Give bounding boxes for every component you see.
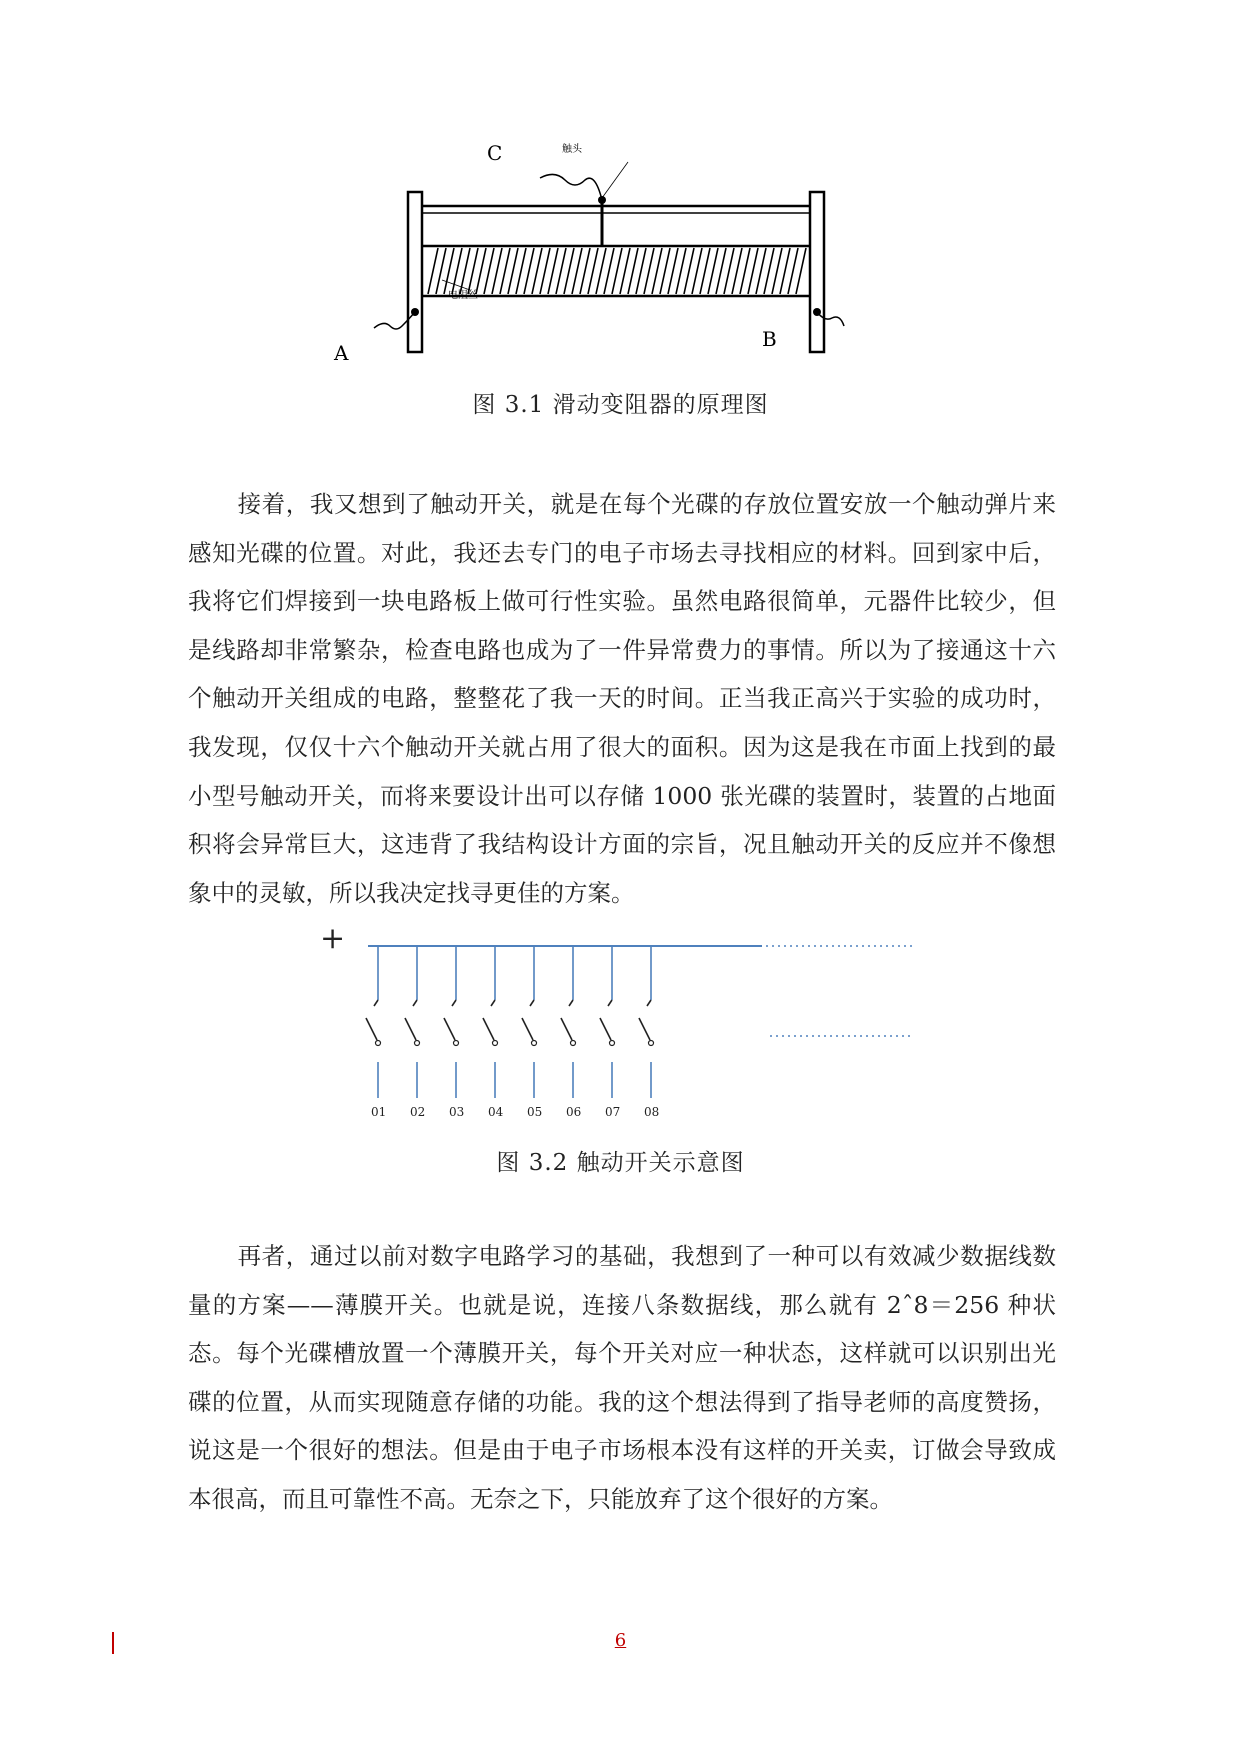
switch-group bbox=[366, 946, 654, 1098]
coil-winding bbox=[444, 248, 454, 294]
switch-label: 02 bbox=[410, 1105, 426, 1119]
coil-winding bbox=[588, 248, 598, 294]
switch-label: 01 bbox=[371, 1105, 387, 1119]
switch-label-group bbox=[371, 1105, 659, 1119]
touch-switch bbox=[639, 946, 654, 1098]
coil-winding bbox=[764, 248, 774, 294]
coil-winding bbox=[708, 248, 718, 294]
coil-winding bbox=[692, 248, 702, 294]
coil-winding bbox=[684, 248, 694, 294]
switch-label: 07 bbox=[605, 1105, 621, 1119]
switch-label: 03 bbox=[449, 1105, 465, 1119]
coil-winding bbox=[428, 248, 438, 294]
coil-winding bbox=[628, 248, 638, 294]
coil-winding bbox=[636, 248, 646, 294]
plus-label: + bbox=[320, 921, 346, 956]
label-b: B bbox=[762, 327, 777, 351]
coil-winding bbox=[756, 248, 766, 294]
coil-winding bbox=[556, 248, 566, 294]
wire-label: 电阻丝 bbox=[448, 290, 478, 301]
touch-switch bbox=[366, 946, 381, 1098]
coil-winding bbox=[508, 248, 518, 294]
touch-switch bbox=[483, 946, 498, 1098]
coil-winding bbox=[564, 248, 574, 294]
figure1-caption: 图 3.1 滑动变阻器的原理图 bbox=[472, 392, 769, 418]
resistance-wire-coil bbox=[428, 248, 806, 294]
coil-winding bbox=[652, 248, 662, 294]
switch-label: 08 bbox=[644, 1105, 660, 1119]
coil-winding bbox=[716, 248, 726, 294]
paragraph-2-text: 再者，通过以前对数字电路学习的基础，我想到了一种可以有效减少数据线数量的方案——薄膜开关。也就是说，连接八条数据线，那么就有 2ˆ8＝256 种状态。每个光碟槽放置一个薄膜开关，每个开关对应一种状态，这样就可以识别出光碟的位置，从而实现随意存储的功能。我的这个想法得到了指导老师的高度赞扬，说这是一个很好的想法。但是由于电子市场根本没有这样的开关卖，订做会导致成本很高，而且可靠性不高。无奈之下，只能放弃了这个很好的方案。 bbox=[188, 1242, 1056, 1513]
coil-winding bbox=[780, 248, 790, 294]
coil-winding bbox=[772, 248, 782, 294]
coil-winding bbox=[596, 248, 606, 294]
coil-winding bbox=[476, 248, 486, 294]
coil-winding bbox=[660, 248, 670, 294]
coil-winding bbox=[540, 248, 550, 294]
switch-label: 04 bbox=[488, 1105, 504, 1119]
rheostat-diagram bbox=[334, 141, 860, 375]
coil-winding bbox=[436, 248, 446, 294]
coil-winding bbox=[748, 248, 758, 294]
switch-label: 06 bbox=[566, 1105, 582, 1119]
switch-label: 05 bbox=[527, 1105, 543, 1119]
paragraph-1-text: 接着，我又想到了触动开关，就是在每个光碟的存放位置安放一个触动弹片来感知光碟的位置。对此，我还去专门的电子市场去寻找相应的材料。回到家中后，我将它们焊接到一块电路板上做可行性实验。虽然电路很简单，元器件比较少，但是线路却非常繁杂，检查电路也成为了一件异常费力的事情。所以为了接通这十六个触动开关组成的电路，整整花了我一天的时间。正当我正高兴于实验的成功时，我发现，仅仅十六个触动开关就占用了很大的面积。因为这是我在市面上找到的最小型号触动开关，而将来要设计出可以存储 1000 张光碟的装置时，装置的占地面积将会异常巨大，这违背了我结构设计方面的宗旨，况且触动开关的反应并不像想象中的灵敏，所以我决定找寻更佳的方案。 bbox=[188, 490, 1056, 907]
coil-winding bbox=[644, 248, 654, 294]
coil-winding bbox=[796, 248, 806, 294]
coil-winding bbox=[548, 248, 558, 294]
coil-winding bbox=[572, 248, 582, 294]
paragraph-1 bbox=[188, 480, 1056, 917]
touch-switch bbox=[561, 946, 576, 1098]
figure2-caption: 图 3.2 触动开关示意图 bbox=[496, 1150, 745, 1176]
coil-winding bbox=[468, 248, 478, 294]
coil-winding bbox=[492, 248, 502, 294]
coil-winding bbox=[788, 248, 798, 294]
coil-winding bbox=[740, 248, 750, 294]
label-a: A bbox=[334, 341, 349, 365]
page-number: 6 bbox=[614, 1630, 627, 1651]
coil-winding bbox=[516, 248, 526, 294]
coil-winding bbox=[668, 248, 678, 294]
coil-winding bbox=[524, 248, 534, 294]
coil-winding bbox=[732, 248, 742, 294]
touch-switch bbox=[600, 946, 615, 1098]
coil-winding bbox=[580, 248, 590, 294]
coil-winding bbox=[724, 248, 734, 294]
paragraph-2 bbox=[188, 1232, 1056, 1524]
coil-winding bbox=[700, 248, 710, 294]
touch-switch bbox=[405, 946, 420, 1098]
coil-winding bbox=[452, 248, 462, 294]
coil-winding bbox=[620, 248, 630, 294]
touch-switch bbox=[522, 946, 537, 1098]
touch-switch bbox=[444, 946, 459, 1098]
coil-winding bbox=[676, 248, 686, 294]
contact-label: 触头 bbox=[562, 144, 582, 155]
coil-winding bbox=[532, 248, 542, 294]
coil-winding bbox=[612, 248, 622, 294]
coil-winding bbox=[500, 248, 510, 294]
label-c: C bbox=[487, 141, 503, 165]
coil-winding bbox=[604, 248, 614, 294]
touch-switch-diagram bbox=[300, 920, 940, 1130]
coil-winding bbox=[484, 248, 494, 294]
